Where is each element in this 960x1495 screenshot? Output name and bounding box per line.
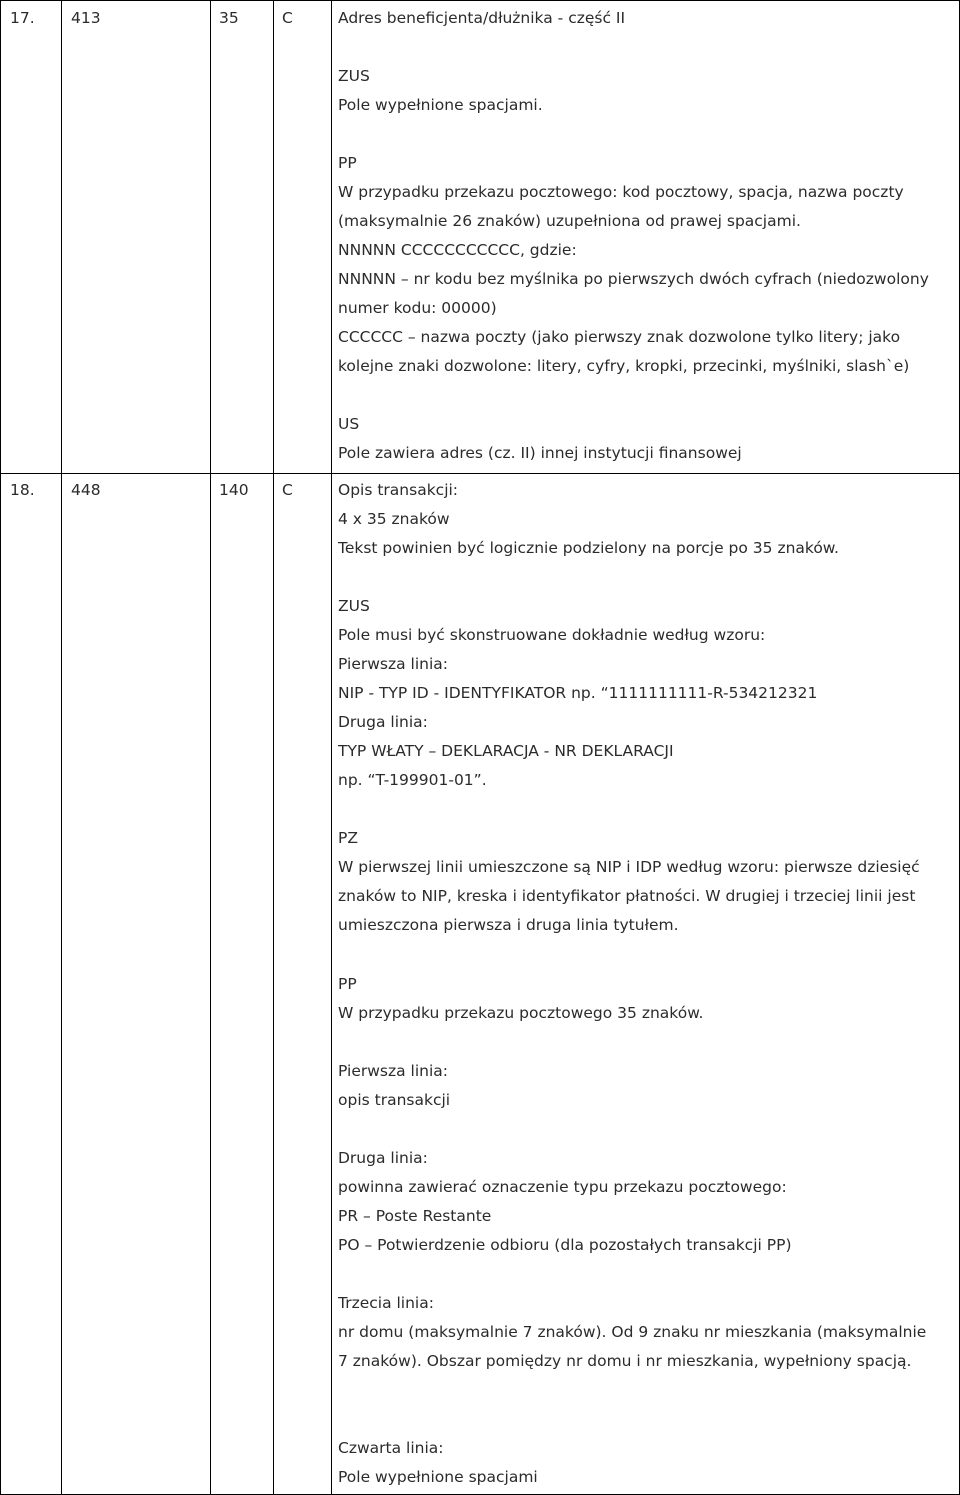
description-line: np. “T-199901-01”. xyxy=(338,771,487,790)
description-line: W przypadku przekazu pocztowego 35 znaków. xyxy=(338,1003,704,1022)
description-line: znaków to NIP, kreska i identyfikator płatności. W drugiej i trzeciej linii jest xyxy=(338,887,916,906)
field-type: C xyxy=(282,9,293,27)
field-type: C xyxy=(282,481,293,499)
description-line: W przypadku przekazu pocztowego: kod pocztowy, spacja, nazwa poczty xyxy=(338,183,904,202)
description-line: 4 x 35 znaków xyxy=(338,510,450,529)
description-line: kolejne znaki dozwolone: litery, cyfry, kropki, przecinki, myślniki, slash`e) xyxy=(338,357,910,376)
description-line: W pierwszej linii umieszczone są NIP i IDP według wzoru: pierwsze dziesięć xyxy=(338,858,920,877)
description-line: Tekst powinien być logicznie podzielony na porcje po 35 znaków. xyxy=(338,539,839,558)
description-line: opis transakcji xyxy=(338,1090,451,1109)
description-line: PP xyxy=(338,154,357,173)
description-line: Trzecia linia: xyxy=(338,1293,434,1312)
description-line: Pole musi być skonstruowane dokładnie według wzoru: xyxy=(338,626,766,645)
field-position: 413 xyxy=(71,9,101,27)
description-line: Pierwsza linia: xyxy=(338,1061,448,1080)
description-line: Opis transakcji: xyxy=(338,481,459,499)
description-line: NNNNN – nr kodu bez myślnika po pierwszych dwóch cyfrach (niedozwolony xyxy=(338,270,929,289)
description-line: PO – Potwierdzenie odbioru (dla pozostałych transakcji PP) xyxy=(338,1235,792,1254)
field-length: 35 xyxy=(219,9,239,27)
description-line: CCCCCC – nazwa poczty (jako pierwszy znak dozwolone tylko litery; jako xyxy=(338,328,901,347)
description-line: powinna zawierać oznaczenie typu przekazu pocztowego: xyxy=(338,1177,787,1196)
column-divider xyxy=(331,0,332,1495)
description-line: Druga linia: xyxy=(338,713,428,732)
description-line: Pole wypełnione spacjami. xyxy=(338,96,543,115)
description-line: Adres beneficjenta/dłużnika - część II xyxy=(338,9,626,27)
description-line: numer kodu: 00000) xyxy=(338,299,497,318)
description-line: US xyxy=(338,415,360,434)
description-line: nr domu (maksymalnie 7 znaków). Od 9 znaku nr mieszkania (maksymalnie xyxy=(338,1322,927,1341)
description-line: 7 znaków). Obszar pomiędzy nr domu i nr mieszkania, wypełniony spacją. xyxy=(338,1351,912,1370)
field-length: 140 xyxy=(219,481,249,499)
description-line: PR – Poste Restante xyxy=(338,1206,492,1225)
description-line: PP xyxy=(338,974,357,993)
column-divider xyxy=(61,0,62,1495)
description-line: PZ xyxy=(338,829,358,848)
description-line: Czwarta linia: xyxy=(338,1438,444,1457)
description-line: umieszczona pierwsza i druga linia tytułem. xyxy=(338,916,679,935)
description-line: NIP - TYP ID - IDENTYFIKATOR np. “1111111111-R-534212321 xyxy=(338,684,818,703)
column-divider xyxy=(210,0,211,1495)
row-number: 17. xyxy=(10,9,35,27)
description-line: NNNNN CCCCCCCCCCC, gdzie: xyxy=(338,241,577,260)
description-line: Druga linia: xyxy=(338,1148,428,1167)
description-line: ZUS xyxy=(338,67,370,86)
row-divider xyxy=(0,473,960,474)
field-position: 448 xyxy=(71,481,101,499)
description-line: Pole zawiera adres (cz. II) innej instytucji finansowej xyxy=(338,444,742,463)
description-line: Pole wypełnione spacjami xyxy=(338,1468,538,1487)
column-divider xyxy=(273,0,274,1495)
description-line: ZUS xyxy=(338,597,370,616)
description-line: Pierwsza linia: xyxy=(338,655,448,674)
row-number: 18. xyxy=(10,481,35,499)
description-line: (maksymalnie 26 znaków) uzupełniona od prawej spacjami. xyxy=(338,212,801,231)
description-line: TYP WŁATY – DEKLARACJA - NR DEKLARACJI xyxy=(338,742,674,761)
